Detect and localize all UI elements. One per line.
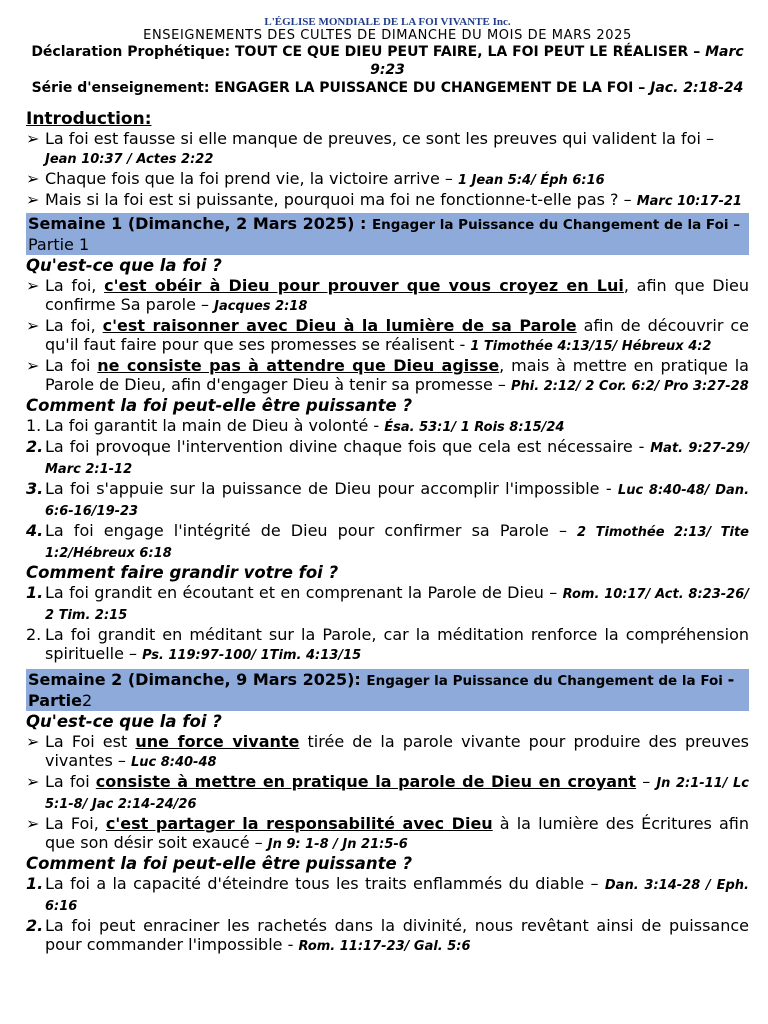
- list-item: ➢ La foi consiste à mettre en pratique la parole de Dieu en croyant – Jn 2:1-11/ Lc 5:1-8/ Jac 2:14-24/26: [26, 772, 750, 812]
- list-item: ➢ La foi, c'est raisonner avec Dieu à la lumière de sa Parole afin de découvrir ce qu'il faut faire pour que ses promesses se réalisent - 1 Timothée 4:13/15/ Hébreux 4:2: [26, 316, 750, 354]
- scripture-ref: 2 Timothée 2:13/ Tite 1:2/Hébreux 6:18: [45, 525, 749, 561]
- subtitle: ENSEIGNEMENTS DES CULTES DE DIMANCHE DU MOIS DE MARS 2025: [143, 28, 632, 43]
- arrow-bullet-icon: ➢: [26, 190, 40, 209]
- scripture-ref: Mat. 9:27-29/ Marc 2:1-12: [45, 441, 749, 477]
- week-2-banner: Semaine 2 (Dimanche, 9 Mars 2025): Engager la Puissance du Changement de la Foi - Partie2: [26, 669, 749, 711]
- introduction-heading: Introduction:: [26, 109, 152, 129]
- document-page: [26, 16, 749, 956]
- numbered-item: 1. La foi grandit en écoutant et en comprenant la Parole de Dieu – Rom. 10:17/ Act. 8:23-26/ 2 Tim. 2:15: [26, 583, 750, 623]
- section-question: Comment faire grandir votre foi ?: [26, 563, 339, 582]
- scripture-ref: Jacques 2:18: [214, 299, 308, 314]
- scripture-ref: 1 Jean 5:4/ Éph 6:16: [458, 173, 605, 188]
- arrow-bullet-icon: ➢: [26, 276, 40, 295]
- scripture-ref: Jn 2:1-11/ Lc 5:1-8/ Jac 2:14-24/26: [45, 776, 750, 812]
- numbered-item: 1. La foi garantit la main de Dieu à volonté - Ésa. 53:1/ 1 Rois 8:15/24: [26, 416, 565, 435]
- list-item: ➢ La Foi, c'est partager la responsabilité avec Dieu à la lumière des Écritures afin que son désir soit exaucé – Jn 9: 1-8 / Jn 21:5-6: [26, 814, 750, 852]
- scripture-ref: 1 Timothée 4:13/15/ Hébreux 4:2: [470, 339, 712, 354]
- list-item: ➢ La Foi est une force vivante tirée de la parole vivante pour produire des preuves vivantes – Luc 8:40-48: [26, 732, 750, 770]
- arrow-bullet-icon: ➢: [26, 814, 40, 833]
- scripture-ref: Ésa. 53:1/ 1 Rois 8:15/24: [384, 420, 565, 435]
- scripture-ref: Luc 8:40-48: [130, 755, 217, 770]
- section-question: Qu'est-ce que la foi ?: [26, 256, 222, 275]
- numbered-item: 2. La foi provoque l'intervention divine chaque fois que cela est nécessaire - Mat. 9:27-29/ Marc 2:1-12: [26, 437, 749, 477]
- intro-item: ➢ La foi est fausse si elle manque de preuves, ce sont les preuves qui valident la foi – Jean 10:37 / Actes 2:22: [26, 129, 714, 167]
- list-item: ➢ La foi ne consiste pas à attendre que Dieu agisse, mais à mettre en pratique la Parole de Dieu, afin d'engager Dieu à tenir sa promesse – Phi. 2:12/ 2 Cor. 6:2/ Pro 3:27-28: [26, 356, 749, 394]
- list-item: ➢ La foi, c'est obéir à Dieu pour prouver que vous croyez en Lui, afin que Dieu confirme Sa parole – Jacques 2:18: [26, 276, 749, 314]
- teaching-series: Série d'enseignement: ENGAGER LA PUISSANCE DU CHANGEMENT DE LA FOI – Jac. 2:18-24: [31, 80, 744, 96]
- church-name: L'ÉGLISE MONDIALE DE LA FOI VIVANTE Inc.: [264, 16, 511, 28]
- numbered-item: 2. La foi grandit en méditant sur la Parole, car la méditation renforce la compréhension spirituelle – Ps. 119:97-100/ 1Tim. 4:13/15: [26, 625, 749, 663]
- scripture-ref: Rom. 10:17/ Act. 8:23-26/ 2 Tim. 2:15: [45, 587, 750, 623]
- scripture-ref: Dan. 3:14-28 / Eph. 6:16: [45, 878, 749, 914]
- section-question: Comment la foi peut-elle être puissante ?: [26, 854, 413, 873]
- arrow-bullet-icon: ➢: [26, 169, 40, 188]
- arrow-bullet-icon: ➢: [26, 356, 40, 375]
- intro-item: ➢ Chaque fois que la foi prend vie, la victoire arrive – 1 Jean 5:4/ Éph 6:16: [26, 169, 605, 188]
- scripture-ref: Marc 10:17-21: [636, 194, 742, 209]
- section-question: Comment la foi peut-elle être puissante ?: [26, 396, 413, 415]
- numbered-item: 3. La foi s'appuie sur la puissance de Dieu pour accomplir l'impossible - Luc 8:40-48/ Dan. 6:6-16/19-23: [26, 479, 750, 519]
- numbered-item: 4. La foi engage l'intégrité de Dieu pour confirmer sa Parole – 2 Timothée 2:13/ Tite 1:2/Hébreux 6:18: [26, 521, 749, 561]
- section-question: Qu'est-ce que la foi ?: [26, 712, 222, 731]
- scripture-ref: Phi. 2:12/ 2 Cor. 6:2/ Pro 3:27-28: [511, 379, 749, 394]
- arrow-bullet-icon: ➢: [26, 129, 40, 148]
- prophetic-declaration: Déclaration Prophétique: TOUT CE QUE DIEU PEUT FAIRE, LA FOI PEUT LE RÉALISER – Marc 9:23: [31, 44, 744, 78]
- arrow-bullet-icon: ➢: [26, 772, 40, 791]
- scripture-ref: Luc 8:40-48/ Dan. 6:6-16/19-23: [45, 483, 750, 519]
- arrow-bullet-icon: ➢: [26, 316, 40, 335]
- scripture-ref: Ps. 119:97-100/ 1Tim. 4:13/15: [142, 648, 362, 663]
- week-1-banner: Semaine 1 (Dimanche, 2 Mars 2025) : Engager la Puissance du Changement de la Foi – Partie 1: [26, 213, 749, 255]
- numbered-item: 1. La foi a la capacité d'éteindre tous les traits enflammés du diable – Dan. 3:14-28 / Eph. 6:16: [26, 874, 749, 914]
- intro-item: ➢ Mais si la foi est si puissante, pourquoi ma foi ne fonctionne-t-elle pas ? – Marc 10:17-21: [26, 190, 742, 209]
- numbered-item: 2. La foi peut enraciner les rachetés dans la divinité, nous revêtant ainsi de puissance pour commander l'impossible - Rom. 11:17-23/ Gal. 5:6: [26, 916, 749, 954]
- scripture-ref: Jean 10:37 / Actes 2:22: [45, 152, 214, 167]
- scripture-ref: Rom. 11:17-23/ Gal. 5:6: [298, 939, 471, 954]
- scripture-ref: Jn 9: 1-8 / Jn 21:5-6: [267, 837, 408, 852]
- arrow-bullet-icon: ➢: [26, 732, 40, 751]
